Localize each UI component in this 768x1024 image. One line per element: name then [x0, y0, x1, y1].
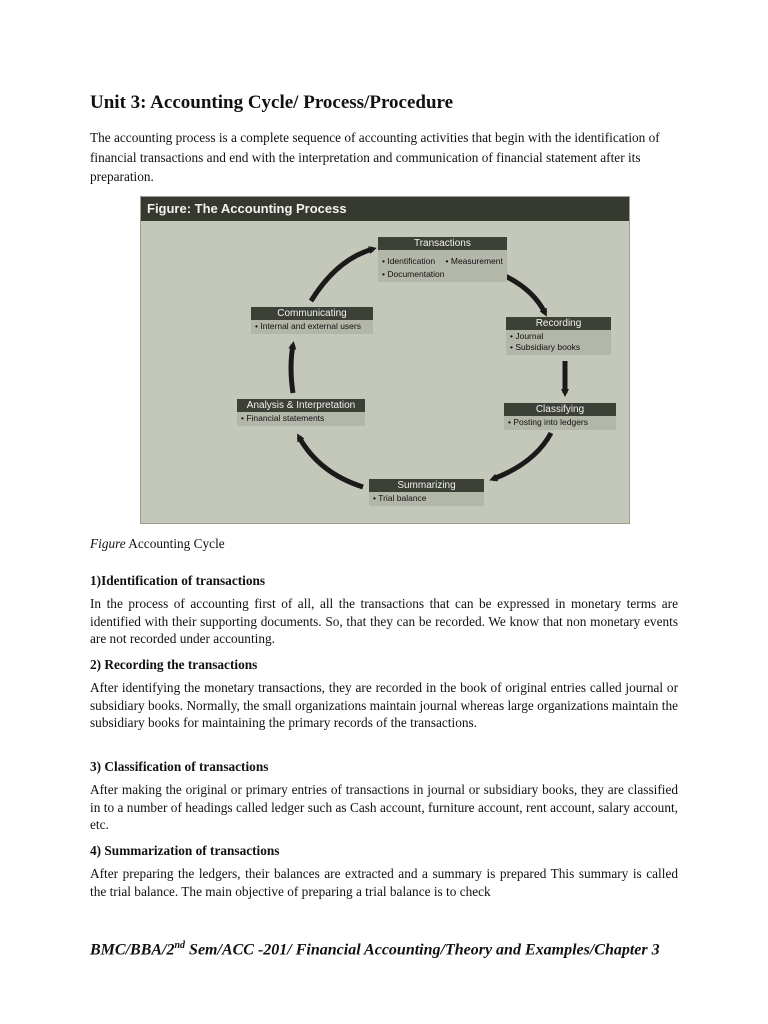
figure-caption-label: Figure	[90, 536, 126, 551]
node-analysis-item: • Financial statements	[241, 413, 361, 424]
node-transactions-item: • Identification	[382, 256, 435, 266]
section-identification	[90, 573, 678, 648]
footer-prefix: BMC/BBA/2	[90, 941, 175, 959]
node-summarizing-title: Summarizing	[369, 479, 484, 492]
node-classifying-title: Classifying	[504, 403, 616, 416]
section-recording	[90, 657, 678, 732]
node-communicating-title: Communicating	[251, 307, 373, 320]
section-heading: 4) Summarization of transactions	[90, 843, 280, 858]
page-title: Unit 3: Accounting Cycle/ Process/Procedure	[90, 92, 454, 113]
footer-sup: nd	[174, 940, 186, 951]
section-summarization	[90, 843, 678, 900]
figure-caption	[90, 536, 225, 552]
arrow-summarizing-to-analysis	[299, 437, 363, 487]
node-recording	[506, 317, 611, 355]
node-analysis	[237, 399, 365, 426]
node-summarizing	[369, 479, 484, 506]
footer-suffix: Sem/ACC -201/ Financial Accounting/Theory and Examples/Chapter 3	[185, 941, 660, 959]
node-recording-item: • Journal	[510, 331, 607, 342]
section-classification	[90, 759, 678, 834]
node-recording-title: Recording	[506, 317, 611, 330]
node-communicating	[251, 307, 373, 334]
section-body: After identifying the monetary transactions, they are recorded in the book of original entries called journal or subsidiary books. Normally, the small organizations maintain journal whereas large organizations maintain the subsidiary books for maintaining the primary records of the transactions.	[90, 680, 678, 730]
intro-paragraph: The accounting process is a complete sequence of accounting activities that begin with the identification of financial transactions and end with the interpretation and communication of financial statement after its preparation.	[90, 130, 660, 184]
node-transactions-item: • Measurement	[446, 256, 503, 266]
node-communicating-item: • Internal and external users	[255, 321, 369, 332]
section-body: In the process of accounting first of all, all the transactions that can be expressed in monetary terms are identified with their supporting documents. So, that they can be recorded. We know that non monetary events are not recorded under accounting.	[90, 596, 678, 646]
node-classifying	[504, 403, 616, 430]
node-analysis-title: Analysis & Interpretation	[237, 399, 365, 412]
node-transactions-title: Transactions	[378, 237, 507, 250]
node-summarizing-item: • Trial balance	[373, 493, 480, 504]
arrow-analysis-to-communicating	[291, 345, 293, 393]
accounting-process-figure	[140, 196, 630, 524]
arrow-communicating-to-transactions	[311, 249, 373, 301]
arrow-classifying-to-summarizing	[493, 433, 551, 479]
node-classifying-item: • Posting into ledgers	[508, 417, 612, 428]
section-body: After making the original or primary entries of transactions in journal or subsidiary books, they are classified in to a number of headings called ledger such as Cash account, furniture account, rent account, salary account, etc.	[90, 782, 678, 832]
page-footer	[90, 940, 730, 959]
node-transactions-item: • Documentation	[382, 269, 503, 280]
arrow-transactions-to-recording	[503, 275, 545, 313]
section-heading: 3) Classification of transactions	[90, 759, 269, 774]
figure-caption-text: Accounting Cycle	[125, 536, 225, 551]
figure-title: Figure: The Accounting Process	[147, 201, 347, 216]
node-transactions	[378, 237, 507, 282]
section-heading: 2) Recording the transactions	[90, 657, 258, 672]
section-heading: 1)Identification of transactions	[90, 573, 266, 588]
section-body: After preparing the ledgers, their balances are extracted and a summary is prepared This summary is called the trial balance. The main objective of preparing a trial balance is to check	[90, 866, 678, 899]
node-recording-item: • Subsidiary books	[510, 342, 607, 353]
